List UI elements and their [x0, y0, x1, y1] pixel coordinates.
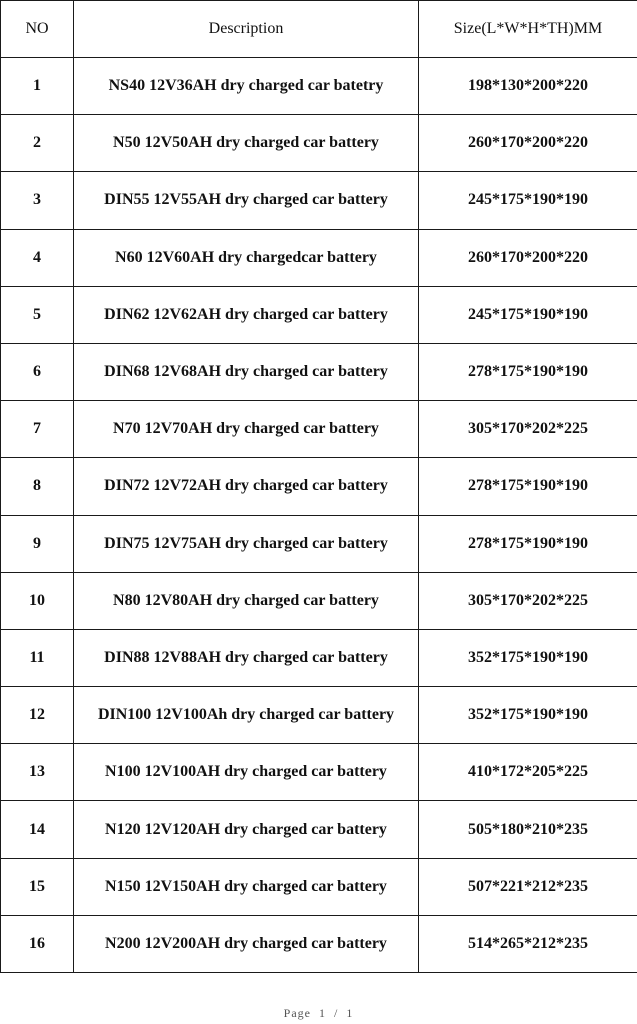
- table-row: [1, 58, 637, 115]
- row-number-cell: 10: [1, 572, 74, 629]
- table-row: [1, 458, 637, 515]
- row-number-cell: 11: [1, 629, 74, 686]
- row-number-cell: 5: [1, 286, 74, 343]
- row-description-cell: DIN55 12V55AH dry charged car battery: [74, 172, 419, 229]
- header-description: Description: [74, 1, 419, 58]
- row-number-cell: 13: [1, 744, 74, 801]
- table-row: [1, 687, 637, 744]
- row-number-cell: 4: [1, 229, 74, 286]
- row-description-cell: DIN88 12V88AH dry charged car battery: [74, 629, 419, 686]
- row-description-cell: N200 12V200AH dry charged car battery: [74, 915, 419, 972]
- row-size-cell: 245*175*190*190: [419, 286, 637, 343]
- row-description-cell: N120 12V120AH dry charged car battery: [74, 801, 419, 858]
- table-row: [1, 572, 637, 629]
- table-row: [1, 229, 637, 286]
- row-number-cell: 14: [1, 801, 74, 858]
- row-number-cell: 1: [1, 58, 74, 115]
- table-row: [1, 401, 637, 458]
- table-row: [1, 343, 637, 400]
- table-row: [1, 629, 637, 686]
- row-size-cell: 410*172*205*225: [419, 744, 637, 801]
- row-description-cell: DIN68 12V68AH dry charged car battery: [74, 343, 419, 400]
- row-size-cell: 278*175*190*190: [419, 343, 637, 400]
- row-number-cell: 7: [1, 401, 74, 458]
- row-description-cell: DIN75 12V75AH dry charged car battery: [74, 515, 419, 572]
- row-number-cell: 16: [1, 915, 74, 972]
- page-number-footer: Page 1 / 1: [283, 1006, 354, 1020]
- row-size-cell: 352*175*190*190: [419, 687, 637, 744]
- row-size-cell: 198*130*200*220: [419, 58, 637, 115]
- row-size-cell: 507*221*212*235: [419, 858, 637, 915]
- row-description-cell: DIN72 12V72AH dry charged car battery: [74, 458, 419, 515]
- table-row: [1, 172, 637, 229]
- table-body: [1, 1, 637, 973]
- row-size-cell: 514*265*212*235: [419, 915, 637, 972]
- table-row: [1, 744, 637, 801]
- row-size-cell: 505*180*210*235: [419, 801, 637, 858]
- row-size-cell: 278*175*190*190: [419, 515, 637, 572]
- row-number-cell: 12: [1, 687, 74, 744]
- table-row: [1, 858, 637, 915]
- row-size-cell: 260*170*200*220: [419, 115, 637, 172]
- row-size-cell: 352*175*190*190: [419, 629, 637, 686]
- table-row: [1, 801, 637, 858]
- table-row: [1, 115, 637, 172]
- row-number-cell: 9: [1, 515, 74, 572]
- row-description-cell: N70 12V70AH dry charged car battery: [74, 401, 419, 458]
- row-description-cell: N100 12V100AH dry charged car battery: [74, 744, 419, 801]
- row-number-cell: 15: [1, 858, 74, 915]
- table-row: [1, 915, 637, 972]
- row-number-cell: 3: [1, 172, 74, 229]
- row-description-cell: DIN100 12V100Ah dry charged car battery: [74, 687, 419, 744]
- table-header-row: [1, 1, 637, 58]
- row-size-cell: 305*170*202*225: [419, 401, 637, 458]
- row-description-cell: N80 12V80AH dry charged car battery: [74, 572, 419, 629]
- row-size-cell: 260*170*200*220: [419, 229, 637, 286]
- row-size-cell: 305*170*202*225: [419, 572, 637, 629]
- table-row: [1, 286, 637, 343]
- row-description-cell: N150 12V150AH dry charged car battery: [74, 858, 419, 915]
- row-description-cell: N60 12V60AH dry chargedcar battery: [74, 229, 419, 286]
- row-number-cell: 8: [1, 458, 74, 515]
- row-description-cell: N50 12V50AH dry charged car battery: [74, 115, 419, 172]
- table-row: [1, 515, 637, 572]
- row-description-cell: NS40 12V36AH dry charged car batetry: [74, 58, 419, 115]
- row-size-cell: 278*175*190*190: [419, 458, 637, 515]
- row-size-cell: 245*175*190*190: [419, 172, 637, 229]
- row-description-cell: DIN62 12V62AH dry charged car battery: [74, 286, 419, 343]
- row-number-cell: 6: [1, 343, 74, 400]
- header-no: NO: [1, 1, 74, 58]
- row-number-cell: 2: [1, 115, 74, 172]
- header-size: Size(L*W*H*TH)MM: [419, 1, 637, 58]
